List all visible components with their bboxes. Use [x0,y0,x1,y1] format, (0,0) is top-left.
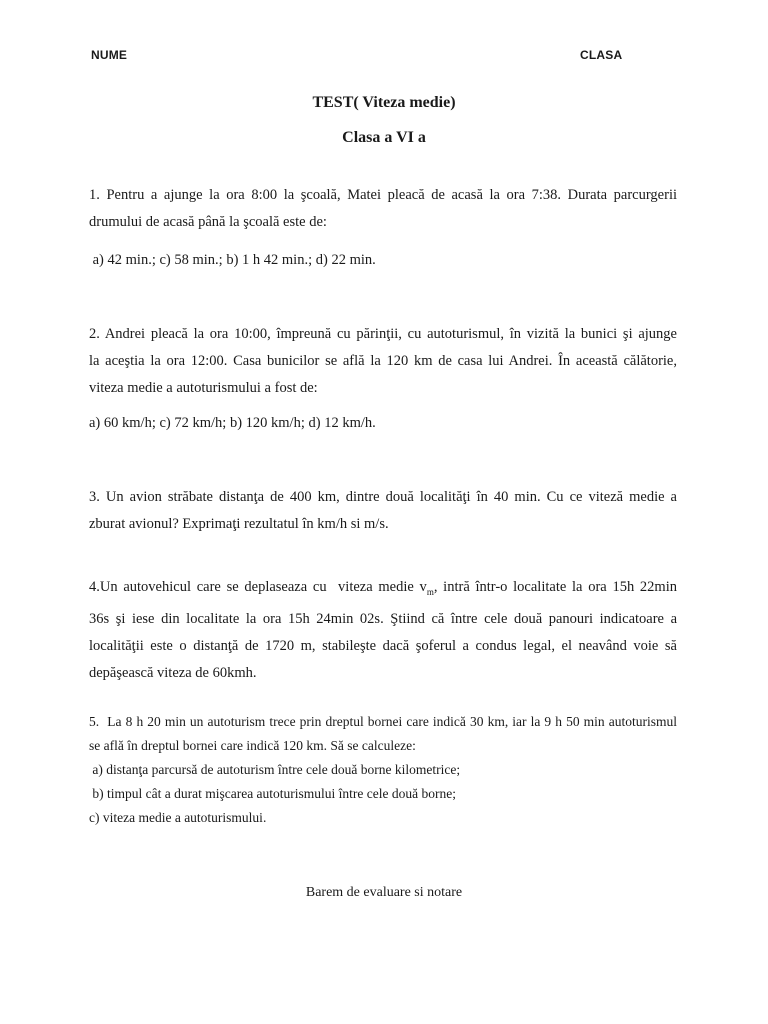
question-4-line-1 [89,574,677,606]
test-subtitle: Clasa a VI a [342,129,426,146]
question-5-item-a: a) distanţa parcursă de autoturism între cele două borne kilometrice; [89,762,461,777]
question-2-line-1: 2. Andrei pleacă la ora 10:00, împreună cu părinţii, cu autoturismul, în vizită la bunici şi ajunge [89,326,677,342]
question-5-item-c: c) viteza medie a autoturismului. [89,810,267,825]
question-5-line-2: se află în dreptul bornei care indică 120 km. Să se calculeze: [89,738,416,753]
question-3-line-1: 3. Un avion străbate distanţa de 400 km, dintre două localităţi în 40 min. Cu ce viteză medie a [89,489,677,505]
question-2-answers [89,410,677,437]
question-1-line-2: drumului de acasă până la şcoală este de: [89,214,327,230]
question-2-line-2: la aceştia la ora 12:00. Casa bunicilor se află la 120 km de casa lui Andrei. În această călătorie, [89,353,677,369]
question-1-answers [89,247,677,274]
question-4-line-1-end: , intră într-o localitate la ora 15h 22min [433,579,677,595]
test-title: TEST( Viteza medie) [312,94,456,111]
name-label: NUME [91,48,128,62]
class-label: CLASA [580,48,623,62]
question-5-item-b: b) timpul cât a durat mişcarea autoturismului între cele două borne; [89,786,456,801]
question-1-line-1: 1. Pentru a ajunge la ora 8:00 la şcoală, Matei pleacă de acasă la ora 7:38. Durata parcurgerii [89,187,677,203]
question-3 [89,484,677,538]
question-3-line-2: zburat avionul? Exprimaţi rezultatul în km/h si m/s. [89,516,389,532]
question-2 [89,321,677,402]
question-2-line-3: viteza medie a autoturismului a fost de: [89,380,318,396]
velocity-subscript: m [426,586,434,597]
question-4-line-3: localităţii este o distanţă de 1720 m, stabileşte dacă şoferul a condus legal, el neavând voie să [89,637,677,654]
question-5 [89,710,677,830]
question-5-line-1: 5. La 8 h 20 min un autoturism trece prin dreptul bornei care indică 30 km, iar la 9 h 50 min autoturismul [89,714,677,729]
question-2-answer-options: a) 60 km/h; c) 72 km/h; b) 120 km/h; d) 12 km/h. [89,415,376,431]
question-4-line-4: depăşească viteza de 60kmh. [89,664,257,681]
question-4-line-1-start: 4.Un autovehicul care se deplaseaza cu viteza medie v [89,579,427,595]
question-4-line-2: 36s şi iese din localitate la ora 15h 24min 02s. Ştiind că între cele două panouri indicatoare a [89,610,677,627]
question-4 [89,574,677,687]
grading-scheme-heading: Barem de evaluare si notare [305,885,463,900]
question-1-answer-options: a) 42 min.; c) 58 min.; b) 1 h 42 min.; d) 22 min. [89,252,376,268]
question-1 [89,182,677,236]
